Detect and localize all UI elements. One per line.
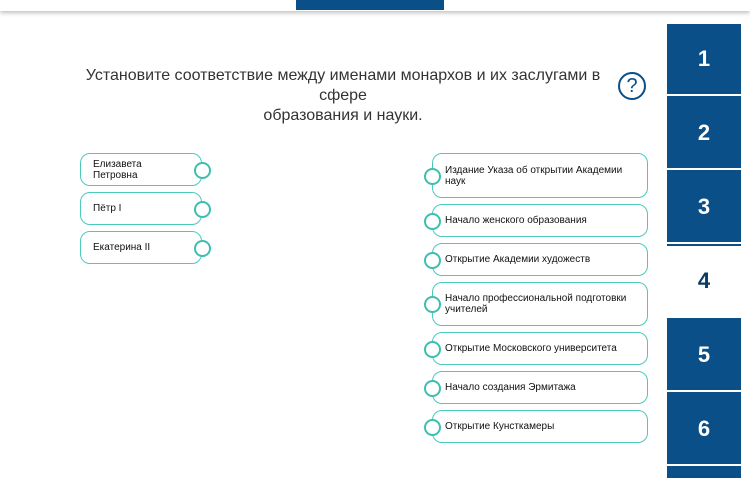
achievement-label: Открытие Кунсткамеры [445, 421, 555, 432]
nav-item-6[interactable] [667, 394, 741, 466]
achievement-card[interactable] [432, 410, 648, 443]
top-bar [0, 0, 750, 11]
nav-item-2[interactable] [667, 98, 741, 170]
achievement-card[interactable] [432, 153, 648, 198]
connector-dot[interactable] [424, 213, 441, 230]
achievement-label: Начало создания Эрмитажа [445, 382, 576, 393]
top-active-tab[interactable] [296, 0, 444, 10]
help-button[interactable] [618, 72, 646, 100]
question-line-2: образования и науки. [263, 107, 423, 124]
achievement-card[interactable] [432, 204, 648, 237]
connector-dot[interactable] [194, 201, 211, 218]
connector-dot[interactable] [424, 296, 441, 313]
connector-dot[interactable] [194, 162, 211, 179]
achievement-card[interactable] [432, 282, 648, 326]
achievement-card[interactable] [432, 332, 648, 365]
achievement-label: Начало профессиональной подготовки учителей [445, 293, 627, 315]
question-nav [667, 24, 741, 478]
question-line-1: Установите соответствие между именами монархов и их заслугами в сфере [85, 67, 601, 104]
connector-dot[interactable] [424, 341, 441, 358]
monarch-card[interactable] [80, 231, 202, 264]
achievement-label: Открытие Академии художеств [445, 254, 591, 265]
nav-number: 2 [697, 120, 711, 145]
nav-item-1[interactable] [667, 24, 741, 96]
nav-item-4[interactable] [667, 246, 741, 318]
achievement-card[interactable] [432, 371, 648, 404]
connector-dot[interactable] [424, 419, 441, 436]
nav-number: 6 [697, 416, 711, 441]
monarch-label: Пётр I [93, 203, 122, 214]
monarch-label: Екатерина II [93, 242, 151, 253]
question-mark-icon: ? [626, 74, 638, 97]
connector-dot[interactable] [194, 240, 211, 257]
achievement-label: Издание Указа об открытии Академии наук [445, 164, 623, 187]
monarch-label: Елизавета Петровна [93, 158, 142, 181]
connector-dot[interactable] [424, 252, 441, 269]
connector-dot[interactable] [424, 380, 441, 397]
achievement-label: Открытие Московского университета [445, 343, 617, 354]
nav-number: 3 [697, 194, 711, 219]
monarch-card[interactable] [80, 153, 202, 186]
nav-number: 4 [697, 268, 711, 293]
achievement-label: Начало женского образования [445, 215, 587, 226]
achievement-card[interactable] [432, 243, 648, 276]
nav-number: 1 [697, 46, 711, 71]
connector-dot[interactable] [424, 168, 441, 185]
nav-number: 5 [697, 342, 711, 367]
question-text [78, 66, 608, 126]
nav-item-5[interactable] [667, 320, 741, 392]
nav-item-3[interactable] [667, 172, 741, 244]
monarch-card[interactable] [80, 192, 202, 225]
